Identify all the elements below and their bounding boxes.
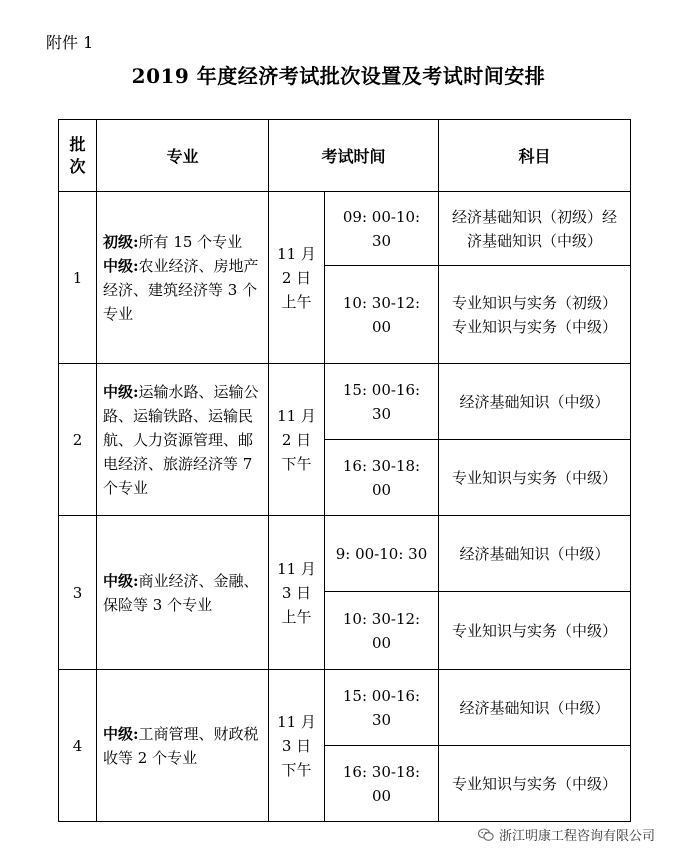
level-label: 中级: [103,571,139,590]
session-time: 10: 30-12: 00 [325,592,439,670]
session-subject: 专业知识与实务（初级）专业知识与实务（中级） [439,266,631,364]
wechat-icon [478,828,494,842]
major-text: 工商管理、财政税收等 2 个专业 [103,724,259,767]
exam-schedule-table [58,119,631,822]
session-time: 15: 00-16: 30 [325,364,439,440]
batch-number: 1 [59,192,97,364]
exam-date: 11 月 2 日 上午 [269,192,325,364]
session-subject: 经济基础知识（中级） [439,670,631,746]
session-subject: 经济基础知识（初级）经济基础知识（中级） [439,192,631,266]
table-header-row [59,120,631,192]
session-time: 10: 30-12: 00 [325,266,439,364]
batch-number: 4 [59,670,97,822]
attachment-label: 附件 1 [46,33,94,52]
header-batch: 批 次 [59,120,97,192]
level-label: 中级: [103,256,139,275]
header-subject: 科目 [439,120,631,192]
session-time: 9: 00-10: 30 [325,516,439,592]
session-subject: 经济基础知识（中级） [439,364,631,440]
exam-date: 11 月 3 日 下午 [269,670,325,822]
session-time: 16: 30-18: 00 [325,746,439,822]
exam-date: 11 月 3 日 上午 [269,516,325,670]
session-time: 16: 30-18: 00 [325,440,439,516]
level-label: 中级: [103,724,139,743]
session-time: 15: 00-16: 30 [325,670,439,746]
table-row [59,516,631,592]
header-time: 考试时间 [269,120,439,192]
table-row [59,364,631,440]
session-subject: 专业知识与实务（中级） [439,592,631,670]
major-cell [97,516,269,670]
major-text: 商业经济、金融、保险等 3 个专业 [103,571,259,614]
major-text: 农业经济、房地产经济、建筑经济等 3 个专业 [103,256,259,323]
session-subject: 经济基础知识（中级） [439,516,631,592]
watermark-text: 浙江明康工程咨询有限公司 [498,829,655,844]
session-subject: 专业知识与实务（中级） [439,746,631,822]
session-subject: 专业知识与实务（中级） [439,440,631,516]
level-label: 中级: [103,382,139,401]
major-text: 所有 15 个专业 [138,232,243,251]
watermark [478,825,655,844]
exam-date: 11 月 2 日 下午 [269,364,325,516]
header-major: 专业 [97,120,269,192]
major-cell [97,364,269,516]
session-time: 09: 00-10: 30 [325,192,439,266]
batch-number: 2 [59,364,97,516]
table-row [59,670,631,746]
document-title: 2019 年度经济考试批次设置及考试时间安排 [131,64,546,88]
table-row [59,192,631,266]
major-cell [97,670,269,822]
major-cell [97,192,269,364]
level-label: 初级: [103,232,139,251]
major-text: 运输水路、运输公路、运输铁路、运输民航、人力资源管理、邮电经济、旅游经济等 7 个专业 [103,382,259,497]
batch-number: 3 [59,516,97,670]
